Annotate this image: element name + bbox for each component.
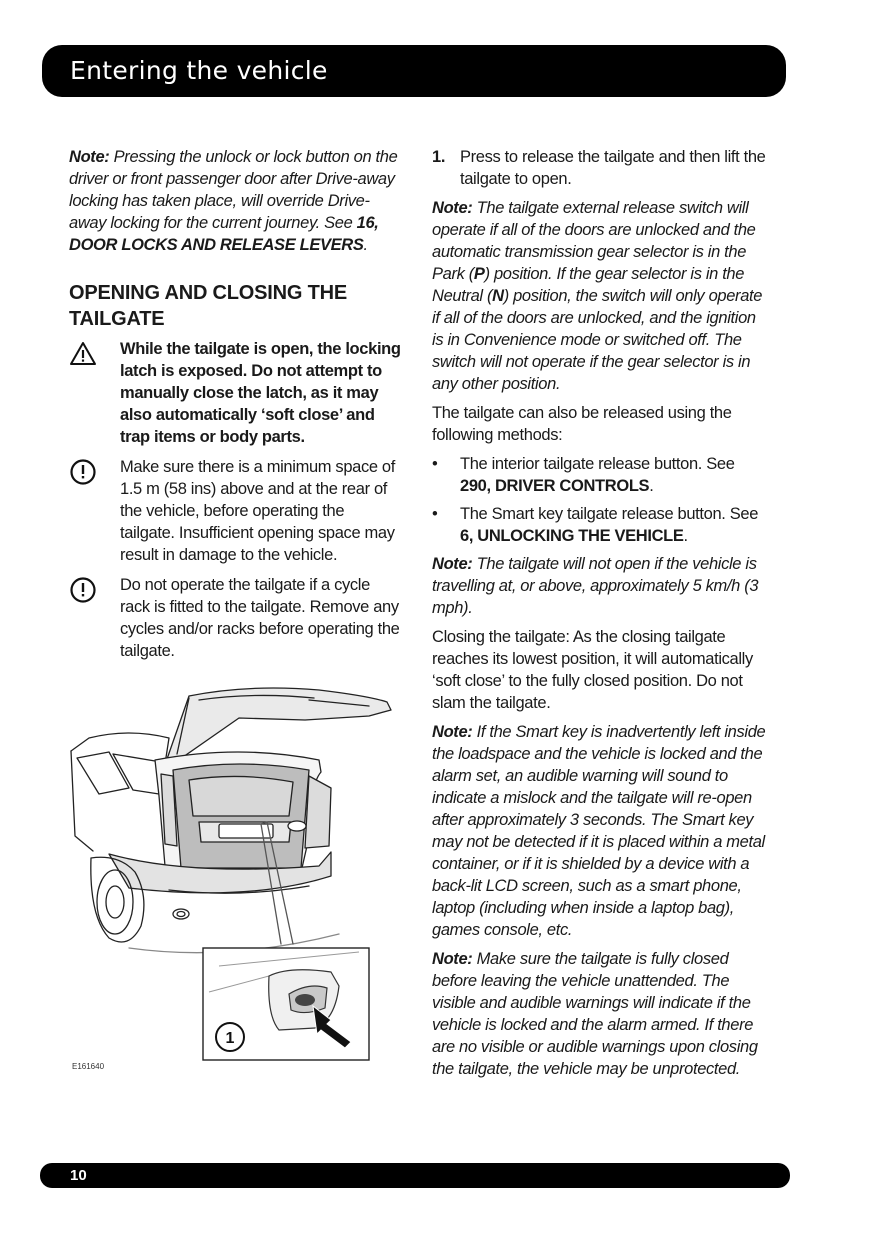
note-speed: Note: The tailgate will not open if the vehicle is travelling at, or above, approximately 5 km/h (3 mph). <box>432 555 759 617</box>
vehicle-rear-drawing <box>69 676 403 1076</box>
step-number: 1. <box>432 148 446 166</box>
caution-exclamation-icon <box>69 576 97 604</box>
caution-text: Make sure there is a minimum space of 1.5 m (58 ins) above and at the rear of the vehicle, before operating the tailgate. Insufficient opening space may result in damage to the vehicle. <box>120 458 395 564</box>
figure-callout-number: 1 <box>225 1030 235 1047</box>
caution-text: Do not operate the tailgate if a cycle rack is fitted to the tailgate. Remove any cycles and/or racks before operating the tailgate. <box>120 576 400 660</box>
note-fully-closed: Note: Make sure the tailgate is fully closed before leaving the vehicle unattended. The visible and audible warnings will indicate if the vehicle is locked and the alarm armed. If there are no visible or audible warnings upon closing the tailgate, the vehicle may be unprotected. <box>432 950 758 1078</box>
chapter-header <box>42 45 786 97</box>
chapter-title: Entering the vehicle <box>70 56 328 85</box>
cross-reference-link[interactable]: 290, DRIVER CONTROLS <box>460 477 650 495</box>
right-column <box>432 146 768 1087</box>
list-item: • The interior tailgate release button. See 290, DRIVER CONTROLS. <box>432 455 735 495</box>
bullet-icon: • <box>432 505 438 523</box>
section-heading: OPENING AND CLOSING THE TAILGATE <box>69 282 348 330</box>
caution-callout <box>69 456 403 566</box>
closing-paragraph: Closing the tailgate: As the closing tailgate reaches its lowest position, it will automatically ‘soft close’ to the fully closed position. Do not slam the tailgate. <box>432 628 753 712</box>
figure-code: E161640 <box>72 1062 105 1071</box>
note-release-switch: Note: The tailgate external release switch will operate if all of the doors are unlocked and the automatic transmission gear selector is in the Park (P) position. If the gear selector is in the Neutral (N) position, the switch will only operate if all of the doors are unlocked, and the ignition is in Convenience mode or switched off. The switch will not operate if the gear selector is in any other position. <box>432 199 763 393</box>
caution-exclamation-icon <box>69 458 97 486</box>
bullet-icon: • <box>432 455 438 473</box>
step-text: Press to release the tailgate and then lift the tailgate to open. <box>460 148 766 188</box>
caution-callout <box>69 574 403 662</box>
tailgate-illustration <box>69 676 403 1076</box>
methods-intro: The tailgate can also be released using the following methods: <box>432 404 732 444</box>
note-smart-key: Note: If the Smart key is inadvertently left inside the loadspace and the vehicle is locked and the alarm set, an audible warning will sound to indicate a mislock and the tailgate will re-open after approximately 3 seconds. The Smart key may not be detected if it is placed within a metal container, or if it is shielded by a device with a back-lit LCD screen, such as a smart phone, laptop (including when inside a laptop bag), games console, etc. <box>432 723 766 939</box>
page-number: 10 <box>70 1167 87 1184</box>
intro-note: Note: Pressing the unlock or lock button on the driver or front passenger door after Drive-away locking has taken place, will override Drive-away locking for the current journey. See 16, DOOR LOCKS AND RELEASE LEVERS. <box>69 148 398 254</box>
page-footer <box>40 1163 790 1188</box>
step-item <box>432 146 768 190</box>
cross-reference-link[interactable]: 6, UNLOCKING THE VEHICLE <box>460 527 684 545</box>
warning-callout <box>69 338 403 448</box>
left-column <box>69 146 403 670</box>
warning-triangle-icon <box>69 340 97 368</box>
list-item: • The Smart key tailgate release button. See 6, UNLOCKING THE VEHICLE. <box>432 505 759 545</box>
cross-reference-link[interactable]: 16, DOOR LOCKS AND RELEASE LEVERS <box>69 214 379 254</box>
warning-text: While the tailgate is open, the locking latch is exposed. Do not attempt to manually close the latch, as it may also automatically ‘soft close’ and trap items or body parts. <box>120 340 401 446</box>
